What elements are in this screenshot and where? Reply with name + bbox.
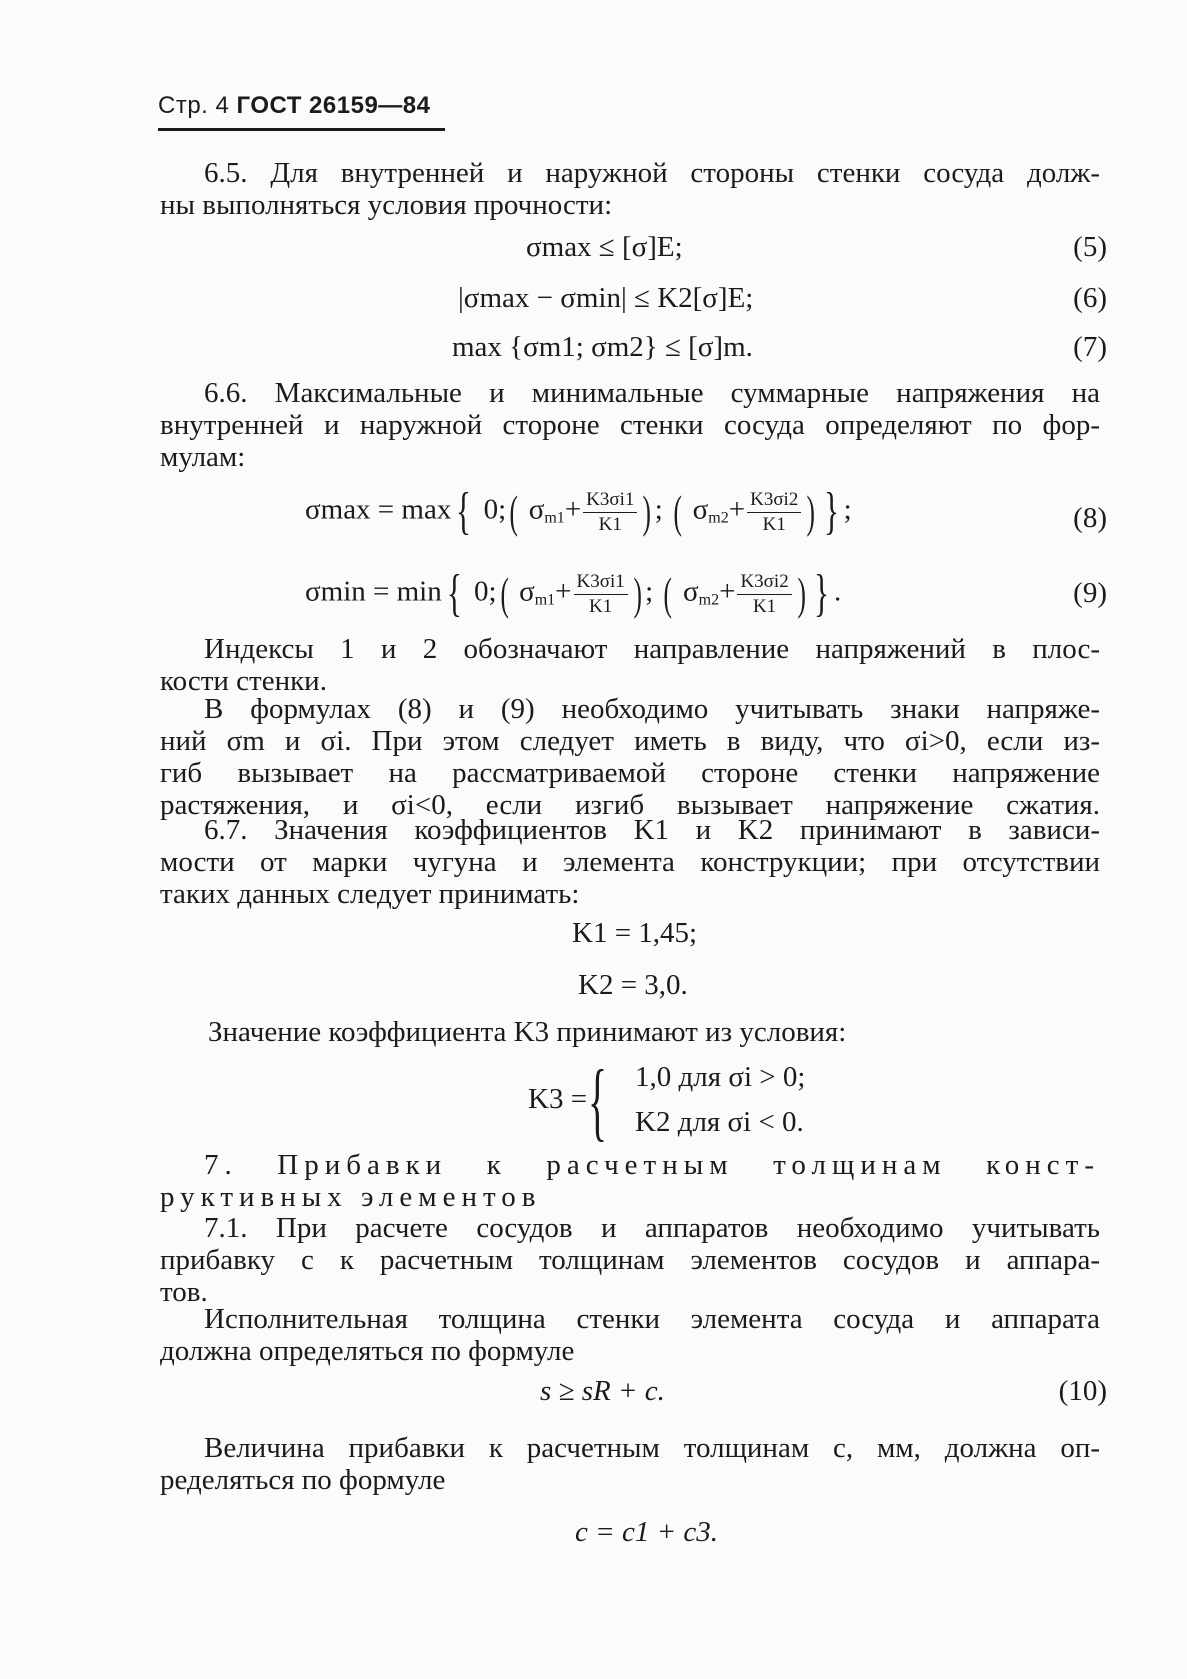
- paragraph-exec-thickness-line-2: должна определяться по формуле: [160, 1335, 575, 1367]
- section-6-7-line-1: 6.7. Значения коэффициентов K1 и K2 принимают в зависи-: [204, 814, 1100, 846]
- formula-9-fraction-2: $\frac{K3\sigma i2}{K1}$: [737, 571, 791, 618]
- page-number: Стр. 4: [158, 92, 230, 119]
- section-7-1-line-2: прибавку c к расчетным толщинам элементов сосудов и аппара-: [160, 1244, 1100, 1276]
- formula-k2: K2 = 3,0.: [578, 969, 688, 1001]
- formula-10-number: (10): [1058, 1375, 1107, 1407]
- formula-k3-brace: {: [588, 1053, 608, 1150]
- section-6-5-line-1: 6.5. Для внутренней и наружной стороны стенки сосуда долж-: [204, 157, 1100, 189]
- paragraph-allowance-line-2: ределяться по формуле: [160, 1464, 446, 1496]
- paragraph-formulas-line-3: гиб вызывает на рассматриваемой стороне стенки напряжение: [160, 757, 1100, 789]
- section-7-heading-line-1: 7. Прибавки к расчетным толщинам конст-: [204, 1149, 1100, 1181]
- formula-k3-case-1: 1,0 для σi > 0;: [635, 1061, 806, 1093]
- formula-8-fraction-1: $\frac{K3\sigma i1}{K1}$: [583, 489, 637, 536]
- formula-6-number: (6): [1073, 282, 1107, 314]
- formula-k3-lhs: K3 =: [528, 1083, 588, 1115]
- formula-9-lhs: σmin = min: [305, 575, 442, 608]
- paragraph-formulas-line-1: В формулах (8) и (9) необходимо учитывать знаки напряже-: [204, 693, 1100, 725]
- formula-8: σmax = max{ 0;( $\sigma_{m1}+$ $\frac{K3\sigma i1}{K1}$ ) ; ( $\sigma_{m2}+$ $\frac{K3\sigma i2}{K1}$ ) } ;: [305, 483, 852, 540]
- page-header: [158, 92, 430, 120]
- formula-9-number: (9): [1073, 577, 1107, 609]
- paragraph-k3: [208, 1016, 1008, 1048]
- formula-10: s ≥ sR + c.: [540, 1375, 665, 1407]
- paragraph-indexes-line-2: кости стенки.: [160, 665, 327, 697]
- paragraph-formulas: [160, 693, 1100, 821]
- formula-8-lhs: σmax = max: [305, 493, 452, 526]
- paragraph-formulas-line-2: ний σm и σi. При этом следует иметь в виду, что σi>0, если из-: [160, 725, 1100, 757]
- header-rule: [158, 128, 445, 131]
- paragraph-exec-thickness-line-1: Исполнительная толщина стенки элемента сосуда и аппарата: [204, 1303, 1100, 1335]
- formula-5: σmax ≤ [σ]E;: [526, 231, 683, 263]
- section-6-6-line-2: внутренней и наружной стороне стенки сосуда определяют по фор-: [160, 409, 1100, 441]
- formula-8-fraction-2: $\frac{K3\sigma i2}{K1}$: [747, 489, 801, 536]
- section-6-7-line-2: мости от марки чугуна и элемента конструкции; при отсутствии: [160, 846, 1100, 878]
- section-6-5-line-2: ны выполняться условия прочности:: [160, 189, 613, 221]
- section-6-7: [160, 814, 1100, 910]
- formula-k3-case-2: K2 для σi < 0.: [635, 1106, 804, 1138]
- section-6-6-line-3: мулам:: [160, 441, 246, 473]
- formula-7: max {σm1; σm2} ≤ [σ]m.: [452, 331, 753, 363]
- formula-9: σmin = min{ 0;( $\sigma_{m1}+$ $\frac{K3\sigma i1}{K1}$ ) ; ( $\sigma_{m2}+$ $\frac{K3\sigma i2}{K1}$ ) } .: [305, 565, 842, 622]
- formula-5-number: (5): [1073, 231, 1107, 263]
- formula-8-number: (8): [1073, 502, 1107, 534]
- formula-k1: K1 = 1,45;: [572, 917, 698, 949]
- paragraph-allowance: [160, 1432, 1100, 1496]
- section-7-heading: [160, 1149, 1100, 1213]
- formula-9-fraction-1: $\frac{K3\sigma i1}{K1}$: [574, 571, 628, 618]
- section-6-6-line-1: 6.6. Максимальные и минимальные суммарные напряжения на: [204, 377, 1100, 409]
- section-6-7-line-3: таких данных следует принимать:: [160, 878, 580, 910]
- formula-6: |σmax − σmin| ≤ K2[σ]E;: [458, 282, 754, 314]
- section-7-heading-line-2: руктивных элементов: [160, 1181, 542, 1213]
- section-6-6: [160, 377, 1100, 473]
- section-7-1: [160, 1212, 1100, 1308]
- paragraph-k3-text: Значение коэффициента K3 принимают из условия:: [208, 1016, 847, 1048]
- paragraph-indexes-line-1: Индексы 1 и 2 обозначают направление напряжений в плос-: [204, 633, 1100, 665]
- section-7-1-line-3: тов.: [160, 1276, 208, 1308]
- section-6-5: [160, 157, 1100, 221]
- standard-code: ГОСТ 26159—84: [236, 92, 431, 119]
- paragraph-formulas-line-4: растяжения, и σi<0, если изгиб вызывает напряжение сжатия.: [160, 789, 1100, 821]
- formula-c: c = c1 + c3.: [575, 1516, 719, 1548]
- formula-7-number: (7): [1073, 331, 1107, 363]
- paragraph-exec-thickness: [160, 1303, 1100, 1367]
- section-7-1-line-1: 7.1. При расчете сосудов и аппаратов необходимо учитывать: [204, 1212, 1100, 1244]
- paragraph-allowance-line-1: Величина прибавки к расчетным толщинам c, мм, должна оп-: [204, 1432, 1100, 1464]
- paragraph-indexes: [160, 633, 1100, 697]
